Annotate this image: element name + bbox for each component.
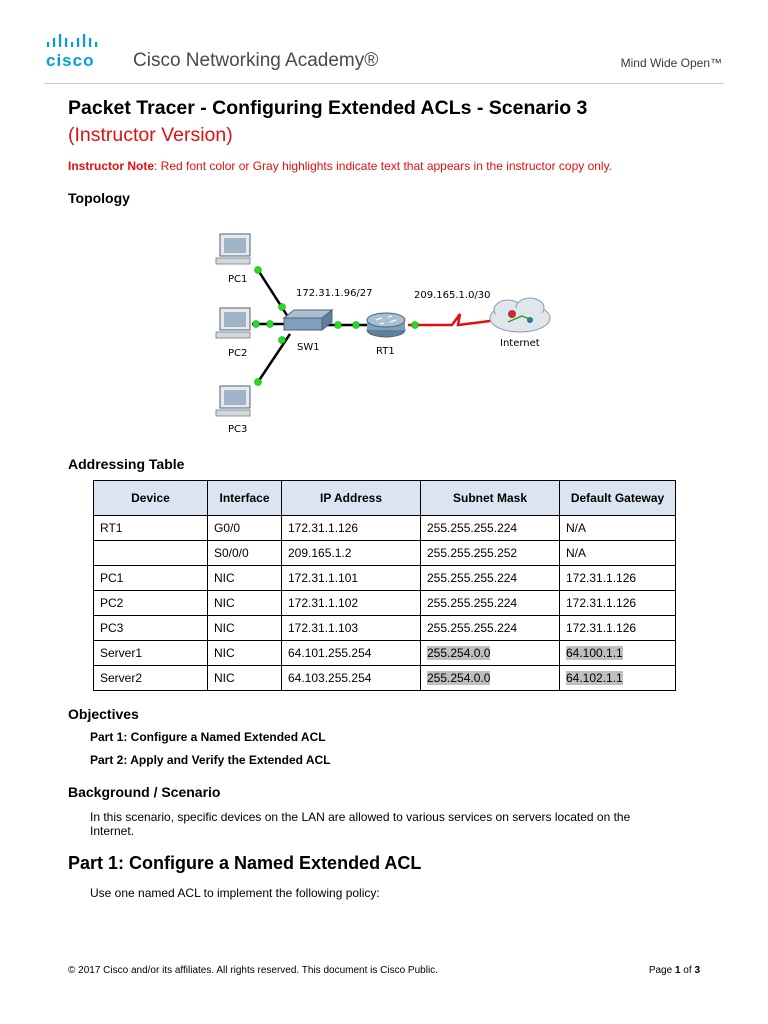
table-cell: 255.255.255.224 bbox=[421, 616, 560, 641]
table-cell: N/A bbox=[560, 516, 676, 541]
page-title: Packet Tracer - Configuring Extended ACLs - Scenario 3 bbox=[68, 97, 588, 119]
pc1-icon bbox=[216, 234, 250, 264]
table-cell: RT1 bbox=[94, 516, 208, 541]
brand-name: Cisco Networking Academy® bbox=[133, 50, 379, 71]
page-total: 3 bbox=[694, 965, 700, 976]
objective-item: Part 1: Configure a Named Extended ACL bbox=[90, 730, 326, 744]
table-row bbox=[94, 541, 676, 566]
pc3-icon bbox=[216, 386, 250, 416]
table-cell: S0/0/0 bbox=[208, 541, 282, 566]
table-row bbox=[94, 591, 676, 616]
table-cell: 255.255.255.252 bbox=[421, 541, 560, 566]
highlighted-value: 64.100.1.1 bbox=[566, 646, 623, 660]
background-heading: Background / Scenario bbox=[68, 784, 221, 800]
header-divider bbox=[44, 83, 724, 84]
instructor-note bbox=[68, 159, 612, 173]
link-light bbox=[353, 322, 360, 329]
page-subtitle: (Instructor Version) bbox=[68, 124, 233, 146]
table-cell: 64.101.255.254 bbox=[282, 641, 421, 666]
sw1-label: SW1 bbox=[297, 342, 320, 353]
table-cell bbox=[421, 641, 560, 666]
table-cell: 172.31.1.126 bbox=[282, 516, 421, 541]
link-rt1-internet bbox=[408, 314, 490, 325]
page-mid: of bbox=[680, 965, 695, 976]
lan-network-label: 172.31.1.96/27 bbox=[296, 288, 373, 299]
column-header: Subnet Mask bbox=[421, 481, 560, 516]
internet-cloud-icon bbox=[490, 298, 550, 332]
instructor-note-text: : Red font color or Gray highlights indicate text that appears in the instructor copy only. bbox=[154, 159, 613, 173]
instructor-note-label: Instructor Note bbox=[68, 159, 155, 173]
page-number bbox=[649, 965, 700, 976]
tagline: Mind Wide Open™ bbox=[620, 56, 722, 70]
table-cell: NIC bbox=[208, 641, 282, 666]
table-cell: NIC bbox=[208, 616, 282, 641]
table-cell: G0/0 bbox=[208, 516, 282, 541]
cisco-logo bbox=[44, 32, 116, 72]
table-cell: 172.31.1.101 bbox=[282, 566, 421, 591]
part1-text: Use one named ACL to implement the following policy: bbox=[90, 886, 380, 900]
table-cell: 172.31.1.126 bbox=[560, 591, 676, 616]
table-row bbox=[94, 616, 676, 641]
table-cell: 172.31.1.126 bbox=[560, 566, 676, 591]
table-header-row bbox=[94, 481, 676, 516]
table-row bbox=[94, 516, 676, 541]
highlighted-value: 255.254.0.0 bbox=[427, 671, 491, 685]
table-cell: NIC bbox=[208, 566, 282, 591]
table-row bbox=[94, 566, 676, 591]
table-cell: 255.255.255.224 bbox=[421, 566, 560, 591]
link-pc1-sw1 bbox=[258, 270, 290, 320]
table-cell: 209.165.1.2 bbox=[282, 541, 421, 566]
table-cell: N/A bbox=[560, 541, 676, 566]
table-cell: 172.31.1.103 bbox=[282, 616, 421, 641]
table-cell bbox=[560, 641, 676, 666]
cisco-logo-text: cisco bbox=[46, 51, 95, 70]
switch-icon bbox=[284, 310, 332, 330]
link-light bbox=[255, 267, 262, 274]
objective-item: Part 2: Apply and Verify the Extended ACL bbox=[90, 753, 331, 767]
table-cell: PC3 bbox=[94, 616, 208, 641]
table-cell bbox=[94, 541, 208, 566]
footer-copyright: © 2017 Cisco and/or its affiliates. All rights reserved. This document is Cisco Public. bbox=[68, 965, 438, 976]
table-cell: Server1 bbox=[94, 641, 208, 666]
background-text bbox=[90, 810, 670, 838]
pc3-label: PC3 bbox=[228, 424, 248, 435]
page-prefix: Page bbox=[648, 965, 675, 976]
topology-diagram bbox=[190, 222, 570, 444]
link-light bbox=[253, 321, 260, 328]
link-light bbox=[335, 322, 342, 329]
column-header: IP Address bbox=[282, 481, 421, 516]
page-current: 1 bbox=[674, 965, 681, 976]
link-light bbox=[279, 337, 286, 344]
table-cell: 172.31.1.102 bbox=[282, 591, 421, 616]
link-light bbox=[279, 304, 286, 311]
topology-heading: Topology bbox=[68, 190, 130, 206]
wan-network-label: 209.165.1.0/30 bbox=[414, 290, 491, 301]
table-cell: PC1 bbox=[94, 566, 208, 591]
router-icon bbox=[367, 313, 405, 337]
background-line: Internet. bbox=[90, 824, 135, 838]
column-header: Device bbox=[94, 481, 208, 516]
highlighted-value: 255.254.0.0 bbox=[427, 646, 491, 660]
table-cell: 64.103.255.254 bbox=[282, 666, 421, 691]
table-row bbox=[94, 666, 676, 691]
table-row bbox=[94, 641, 676, 666]
link-light bbox=[267, 321, 274, 328]
column-header: Default Gateway bbox=[560, 481, 676, 516]
objectives-heading: Objectives bbox=[68, 706, 139, 722]
link-light bbox=[412, 322, 419, 329]
addressing-heading: Addressing Table bbox=[68, 456, 185, 472]
addressing-table bbox=[93, 480, 676, 691]
table-cell bbox=[560, 666, 676, 691]
link-light bbox=[255, 379, 262, 386]
internet-label: Internet bbox=[500, 338, 540, 349]
part1-heading: Part 1: Configure a Named Extended ACL bbox=[68, 853, 422, 873]
table-cell: 255.255.255.224 bbox=[421, 591, 560, 616]
table-cell: Server2 bbox=[94, 666, 208, 691]
table-cell: 255.255.255.224 bbox=[421, 516, 560, 541]
table-cell: 172.31.1.126 bbox=[560, 616, 676, 641]
pc2-label: PC2 bbox=[228, 348, 248, 359]
table-cell: NIC bbox=[208, 666, 282, 691]
background-line: In this scenario, specific devices on the LAN are allowed to various services on servers located on the bbox=[90, 810, 631, 824]
highlighted-value: 64.102.1.1 bbox=[566, 671, 623, 685]
rt1-label: RT1 bbox=[376, 346, 395, 357]
table-cell: PC2 bbox=[94, 591, 208, 616]
table-cell: NIC bbox=[208, 591, 282, 616]
table-cell bbox=[421, 666, 560, 691]
pc2-icon bbox=[216, 308, 250, 338]
column-header: Interface bbox=[208, 481, 282, 516]
pc1-label: PC1 bbox=[228, 274, 248, 285]
